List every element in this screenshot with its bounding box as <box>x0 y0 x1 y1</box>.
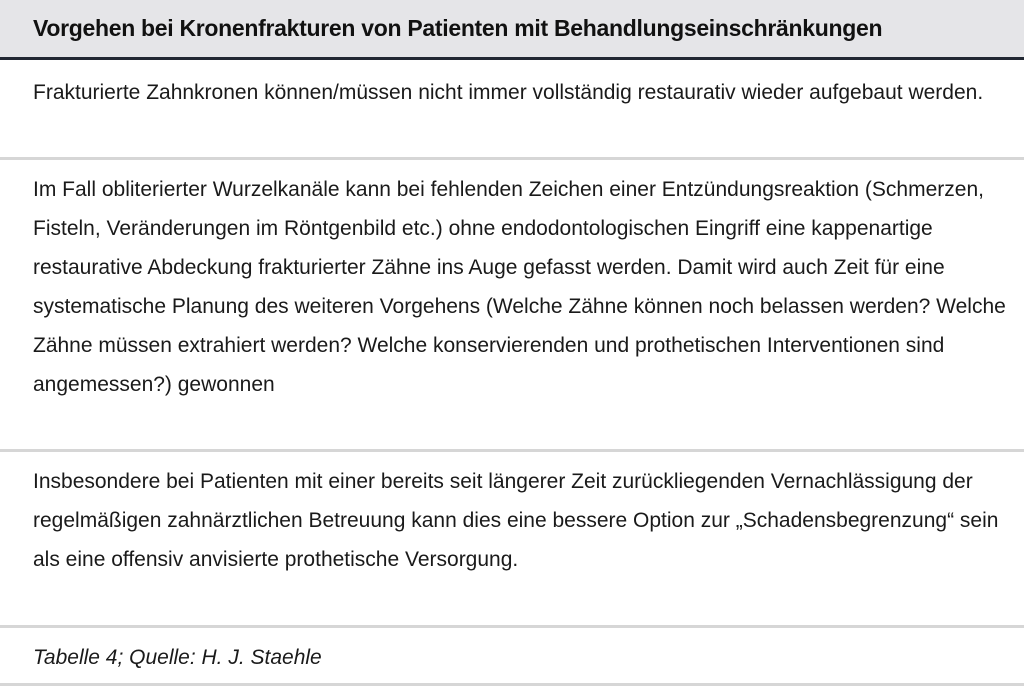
table-header <box>0 0 1024 60</box>
table-caption: Tabelle 4; Quelle: H. J. Staehle <box>0 628 1024 686</box>
table-row: Im Fall obliterierter Wurzelkanäle kann bei fehlenden Zeichen einer Entzündungsreaktion (Schmerzen, Fisteln, Veränderungen im Röntgenbild etc.) ohne endodontologischen Eingriff eine kappenartige restaurative Abdeckung frakturierter Zähne ins Auge gefasst werden. Damit wird auch Zeit für eine systematische Planung des weiteren Vorgehens (Welche Zähne können noch belassen werden? Welche Zähne müssen extrahiert werden? Welche konservierenden und prothetischen Interventionen sind angemessen?) gewonnen <box>0 160 1024 452</box>
table-row: Frakturierte Zahnkronen können/müssen nicht immer vollständig restaurativ wieder aufgebaut werden. <box>0 60 1024 160</box>
table-title: Vorgehen bei Kronenfrakturen von Patienten mit Behandlungseinschränkungen <box>33 15 883 41</box>
table-row: Insbesondere bei Patienten mit einer bereits seit längerer Zeit zurückliegenden Vernachlässigung der regelmäßigen zahnärztlichen Betreuung kann dies eine bessere Option zur „Schadensbegrenzung“ sein als eine offensiv anvisierte prothetische Versorgung. <box>0 452 1024 628</box>
